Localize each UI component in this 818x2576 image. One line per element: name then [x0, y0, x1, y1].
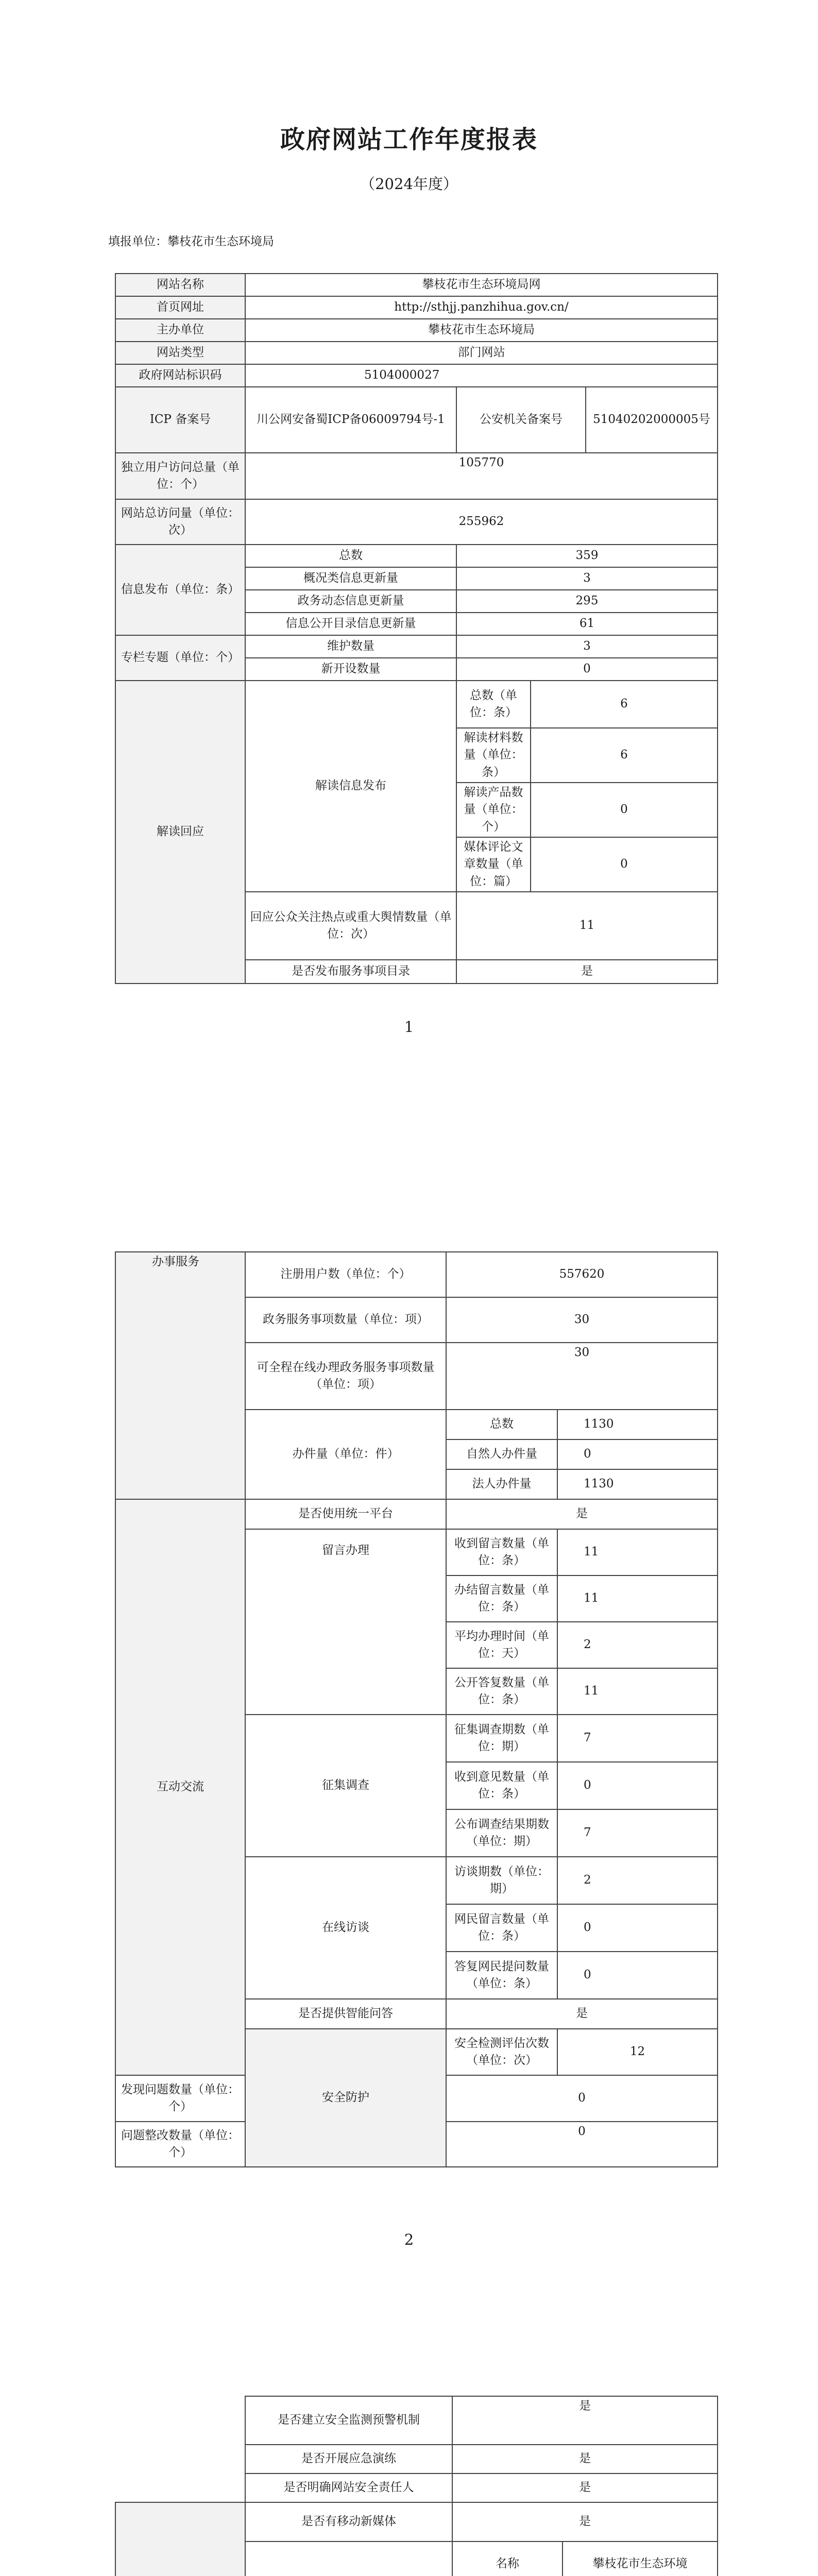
netizen-count: 0: [557, 1904, 718, 1952]
fixed-label: 问题整改数量（单位：个）: [115, 2122, 245, 2167]
done-label: 办结留言数量（单位：条）: [446, 1575, 557, 1622]
site-type: 部门网站: [245, 342, 718, 364]
overview-label: 概况类信息更新量: [245, 567, 456, 590]
weibo-name-label: 名称: [452, 2541, 563, 2576]
unique-users: 105770: [245, 453, 718, 499]
column-label: 专栏专题（单位：个）: [115, 635, 245, 681]
report-table-page-2: [115, 1251, 718, 2167]
survey-periods: 7: [557, 1715, 718, 1762]
legal-count: 1130: [557, 1469, 718, 1499]
psb-number: 51040202000005号: [586, 387, 718, 453]
has-media: 是: [452, 2502, 718, 2541]
host-unit: 攀枝花市生态环境局: [245, 319, 718, 342]
registered-users: 557620: [446, 1252, 718, 1297]
handle-total-label: 总数: [446, 1410, 557, 1439]
found-count: 0: [446, 2075, 718, 2122]
answer-count: 0: [557, 1952, 718, 1999]
checks-count: 12: [557, 2029, 718, 2075]
interpret-total: 6: [531, 681, 718, 728]
owner-value: 是: [452, 2473, 718, 2502]
avg-time: 2: [557, 1622, 718, 1668]
news-count: 295: [456, 590, 718, 613]
service-items-label: 政务服务事项数量（单位：项）: [245, 1297, 446, 1343]
icp-label: ICP 备案号: [115, 387, 245, 453]
platform-label: 是否使用统一平台: [245, 1499, 446, 1529]
total-visits: 255962: [245, 499, 718, 545]
site-name: 攀枝花市生态环境局网: [245, 274, 718, 296]
results-count: 7: [557, 1809, 718, 1857]
report-year: （2024年度）: [360, 175, 458, 193]
column-new-label: 新开设数量: [245, 658, 456, 681]
interpret-product-label: 解读产品数量（单位：个）: [456, 783, 531, 837]
report-title: 政府网站工作年度报表: [280, 125, 538, 154]
done-count: 11: [557, 1575, 718, 1622]
interpret-total-label: 总数（单位：条）: [456, 681, 531, 728]
service-catalog: 是: [456, 960, 718, 984]
site-id: 5104000027: [245, 364, 718, 387]
interpret-media: 0: [531, 837, 718, 892]
icp-number: 川公网安备蜀ICP备06009794号-1: [245, 387, 456, 453]
interview-periods: 2: [557, 1857, 718, 1904]
interview-periods-label: 访谈期数（单位：期）: [446, 1857, 557, 1904]
answer-label: 答复网民提问数量（单位：条）: [446, 1952, 557, 1999]
public-answers-label: 公开答复数量（单位：条）: [446, 1668, 557, 1715]
drill-value: 是: [452, 2445, 718, 2473]
host-unit-label: 主办单位: [115, 319, 245, 342]
weibo-label: [245, 2541, 452, 2576]
monitor-label: 是否建立安全监测预警机制: [245, 2396, 452, 2445]
catalog-label: 信息公开目录信息更新量: [245, 613, 456, 635]
response-label: 回应公众关注热点或重大舆情数量（单位：次）: [245, 892, 456, 960]
service-label: 办事服务: [115, 1252, 245, 1499]
report-table-page-1: [115, 273, 718, 984]
interview-label: 在线访谈: [245, 1857, 446, 1999]
opinions-count: 0: [557, 1762, 718, 1809]
page-number-1: 1: [404, 1018, 414, 1036]
response-count: 11: [456, 892, 718, 960]
received-count: 11: [557, 1529, 718, 1575]
filing-unit: 填报单位：攀枝花市生态环境局: [108, 235, 274, 248]
site-id-label: 政府网站标识码: [115, 364, 245, 387]
info-release-label: 信息发布（单位：条）: [115, 545, 245, 635]
avg-time-label: 平均办理时间（单位：天）: [446, 1622, 557, 1668]
fixed-count: 0: [446, 2122, 718, 2167]
interpret-product: 0: [531, 783, 718, 837]
smart-qa: 是: [446, 1999, 718, 2029]
info-total: 359: [456, 545, 718, 567]
media-label: [115, 2502, 245, 2576]
registered-users-label: 注册用户数（单位：个）: [245, 1252, 446, 1297]
site-type-label: 网站类型: [115, 342, 245, 364]
checks-label: 安全检测评估次数（单位：次）: [446, 2029, 557, 2075]
platform-value: 是: [446, 1499, 718, 1529]
smart-qa-label: 是否提供智能问答: [245, 1999, 446, 2029]
has-media-label: 是否有移动新媒体: [245, 2502, 452, 2541]
natural-label: 自然人办件量: [446, 1439, 557, 1469]
monitor-value: 是: [452, 2396, 718, 2445]
survey-label: 征集调查: [245, 1715, 446, 1857]
column-maintain-label: 维护数量: [245, 635, 456, 658]
security-label: 安全防护: [245, 2029, 446, 2167]
interaction-label: 互动交流: [115, 1499, 245, 2075]
owner-label: 是否明确网站安全责任人: [245, 2473, 452, 2502]
online-items: 30: [446, 1343, 718, 1410]
total-visits-label: 网站总访问量（单位：次）: [115, 499, 245, 545]
info-total-label: 总数: [245, 545, 456, 567]
overview-count: 3: [456, 567, 718, 590]
handle-total: 1130: [557, 1410, 718, 1439]
netizen-label: 网民留言数量（单位：条）: [446, 1904, 557, 1952]
handle-label: 办件量（单位：件）: [245, 1410, 446, 1499]
home-url: http://sthjj.panzhihua.gov.cn/: [245, 296, 718, 319]
unique-users-label: 独立用户访问总量（单位：个）: [115, 453, 245, 499]
received-label: 收到留言数量（单位：条）: [446, 1529, 557, 1575]
column-new: 0: [456, 658, 718, 681]
interpret-media-label: 媒体评论文章数量（单位：篇）: [456, 837, 531, 892]
public-answers: 11: [557, 1668, 718, 1715]
service-catalog-label: 是否发布服务事项目录: [245, 960, 456, 984]
opinions-label: 收到意见数量（单位：条）: [446, 1762, 557, 1809]
legal-label: 法人办件量: [446, 1469, 557, 1499]
column-maintain: 3: [456, 635, 718, 658]
interpret-label: 解读回应: [115, 681, 245, 984]
home-url-label: 首页网址: [115, 296, 245, 319]
service-items: 30: [446, 1297, 718, 1343]
catalog-count: 61: [456, 613, 718, 635]
interpret-material: 6: [531, 728, 718, 783]
interpret-sub-label: 解读信息发布: [245, 681, 456, 892]
report-table-page-3: [115, 2396, 718, 2576]
drill-label: 是否开展应急演练: [245, 2445, 452, 2473]
weibo-name: 攀枝花市生态环境: [563, 2541, 718, 2576]
survey-periods-label: 征集调查期数（单位：期）: [446, 1715, 557, 1762]
interpret-material-label: 解读材料数量（单位：条）: [456, 728, 531, 783]
online-items-label: 可全程在线办理政务服务事项数量（单位：项）: [245, 1343, 446, 1410]
found-label: 发现问题数量（单位：个）: [115, 2075, 245, 2122]
results-label: 公布调查结果期数（单位：期）: [446, 1809, 557, 1857]
psb-label: 公安机关备案号: [456, 387, 586, 453]
site-name-label: 网站名称: [115, 274, 245, 296]
natural-count: 0: [557, 1439, 718, 1469]
message-label: 留言办理: [245, 1529, 446, 1715]
page-number-2: 2: [404, 2231, 414, 2248]
news-label: 政务动态信息更新量: [245, 590, 456, 613]
